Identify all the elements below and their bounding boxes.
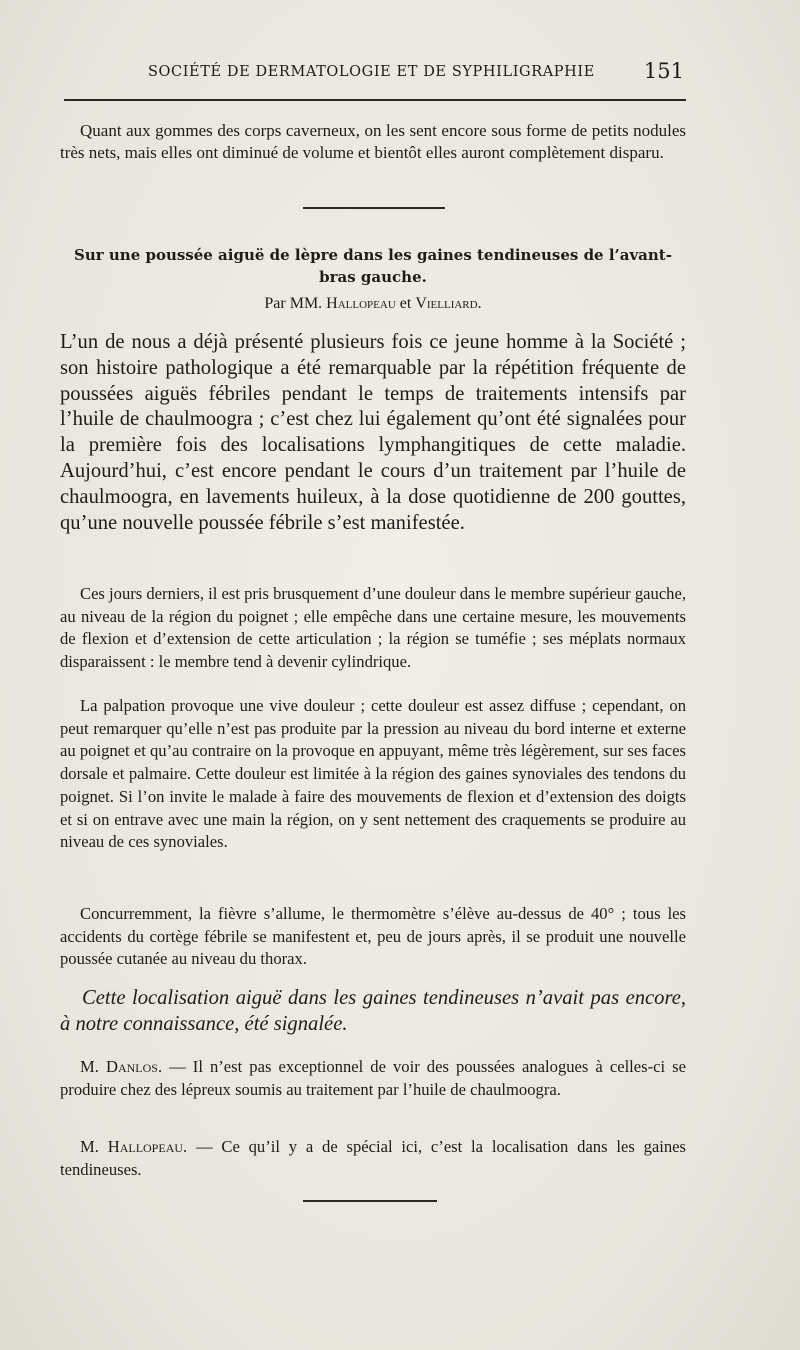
section-divider [303, 207, 445, 209]
running-head: SOCIÉTÉ DE DERMATOLOGIE ET DE SYPHILIGRAPHIE [148, 64, 595, 80]
speaker-danlos: M. Danlos. [80, 1057, 163, 1076]
paragraph-gommes: Quant aux gommes des corps caverneux, on les sent encore sous forme de petits nodules très nets, mais elles ont diminué de volume et bientôt elles auront complètement disparu. [60, 121, 686, 162]
paragraph-symptoms: Ces jours derniers, il est pris brusquement d’une douleur dans le membre supérieur gauche, au niveau de la région du poignet ; elle empêche dans une certaine mesure, les mouvements de flexion et d’extension de cette articulation ; la région se tuméfie ; ses méplats normaux disparaissent : le membre tend à devenir cylindrique. [60, 584, 686, 672]
paragraph-palpation: La palpation provoque une vive douleur ; cette douleur est assez diffuse ; cependant, on peut remarquer qu’elle n’est pas produite par la pression au niveau du bord interne et externe au poignet et qu’au contraire on la provoque en appuyant, même très légèrement, sur ses faces dorsale et palmaire. Cette douleur est limitée à la région des gaines synoviales des tendons du poignet. Si l’on invite le malade à faire des mouvements de flexion et d’extension des doigts et si on entrave avec une main la région, on y sent nettement des craquements se produire au niveau de ces synoviales. [60, 696, 686, 852]
author-vielliard: Vielliard. [415, 295, 482, 312]
paragraph-lead: L’un de nous a déjà présenté plusieurs fois ce jeune homme à la Société ; son histoire pathologique a été remarquable par la répétition fréquente de poussées aiguës fébriles pendant le temps de traitements intensifs par l’huile de chaulmoogra ; c’est chez lui également qu’ont été signalées pour la première fois des localisations lymphangitiques de cette maladie. Aujourd’hui, c’est encore pendant le cours d’un traitement par l’huile de chaulmoogra, en lavements huileux, à la dose quotidienne de 200 gouttes, qu’une nouvelle poussée fébrile s’est manifestée. [60, 331, 686, 534]
header-rule [64, 99, 686, 101]
page-number: 151 [643, 59, 684, 83]
speaker-hallopeau: M. Hallopeau. [80, 1137, 188, 1156]
remark-hallopeau: — Ce qu’il y a de spécial ici, c’est la localisation dans les gaines tendineuses. [60, 1137, 686, 1179]
remark-danlos: — Il n’est pas exceptionnel de voir des poussées analogues à celles-ci se produire chez des lépreux soumis au traitement par l’huile de chaulmoogra. [60, 1057, 686, 1099]
page-header [60, 60, 686, 88]
discussion-hallopeau [60, 1136, 686, 1181]
byline [60, 294, 686, 314]
author-hallopeau: Hallopeau [326, 295, 396, 312]
discussion-danlos [60, 1056, 686, 1101]
article-title: Sur une poussée aiguë de lèpre dans les gaines tendineuses de l’avant-bras gauche. [74, 246, 672, 286]
end-divider [303, 1200, 437, 1202]
paragraph-conclusion: Cette localisation aiguë dans les gaines tendineuses n’avait pas encore, à notre connaissance, été signalée. [60, 987, 686, 1035]
paragraph-fever: Concurremment, la fièvre s’allume, le thermomètre s’élève au-dessus de 40° ; tous les accidents du cortège fébrile se manifestent et, peu de jours après, il se produit une nouvelle poussée cutanée au niveau du thorax. [60, 904, 686, 969]
byline-prefix: Par MM. [264, 295, 323, 312]
byline-conjunction: et [399, 295, 412, 312]
